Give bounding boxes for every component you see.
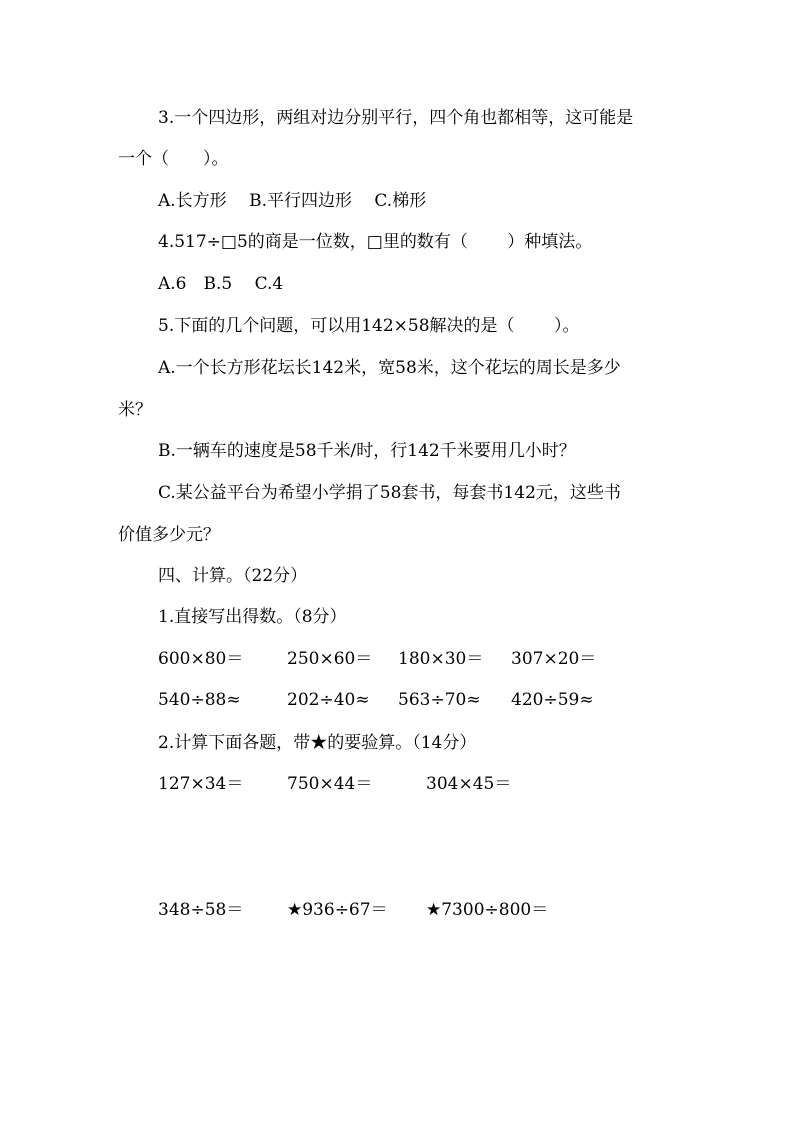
- calc-item: 750×44＝: [287, 774, 373, 794]
- calc-item: 180×30＝: [398, 649, 484, 669]
- calc-item: 202÷40≈: [287, 690, 370, 710]
- calc-item: 250×60＝: [287, 649, 373, 669]
- calc-item: 307×20＝: [511, 649, 597, 669]
- subsection-1-title: 1.直接写出得数。（8分）: [158, 607, 347, 627]
- calc-item: ★7300÷800＝: [426, 900, 549, 920]
- q5-option-c-line2: 价值多少元？: [118, 525, 220, 545]
- q3-text-line1: 3.一个四边形，两组对边分别平行，四个角也都相等，这可能是: [158, 108, 634, 128]
- calc-item: 540÷88≈: [158, 690, 241, 710]
- q3-text-line2: 一个（ ）。: [118, 149, 229, 169]
- q5-option-c-line1: C.某公益平台为希望小学捐了58套书，每套书142元，这些书: [158, 483, 621, 503]
- q5-text: 5.下面的几个问题，可以用142×58解决的是（ ）。: [158, 316, 580, 336]
- q3-options: A.长方形 B.平行四边形 C.梯形: [158, 191, 427, 211]
- q5-option-b: B.一辆车的速度是58千米/时，行142千米要用几小时？: [158, 441, 576, 461]
- calc-item: 420÷59≈: [511, 690, 594, 710]
- q5-option-a-line2: 米？: [118, 400, 152, 420]
- calc-item: 563÷70≈: [398, 690, 481, 710]
- calc-item: 127×34＝: [158, 774, 244, 794]
- calc-item: ★936÷67＝: [287, 900, 388, 920]
- subsection-2-title: 2.计算下面各题，带★的要验算。（14分）: [158, 733, 477, 753]
- calc-item: 348÷58＝: [158, 900, 244, 920]
- calc-item: 304×45＝: [426, 774, 512, 794]
- section-title: 四、计算。（22分）: [158, 566, 308, 586]
- q4-options: A.6 B.5 C.4: [158, 274, 284, 294]
- q4-text: 4.517÷□5的商是一位数，□里的数有（ ）种填法。: [158, 232, 593, 252]
- calc-item: 600×80＝: [158, 649, 244, 669]
- q5-option-a-line1: A.一个长方形花坛长142米，宽58米，这个花坛的周长是多少: [158, 358, 621, 378]
